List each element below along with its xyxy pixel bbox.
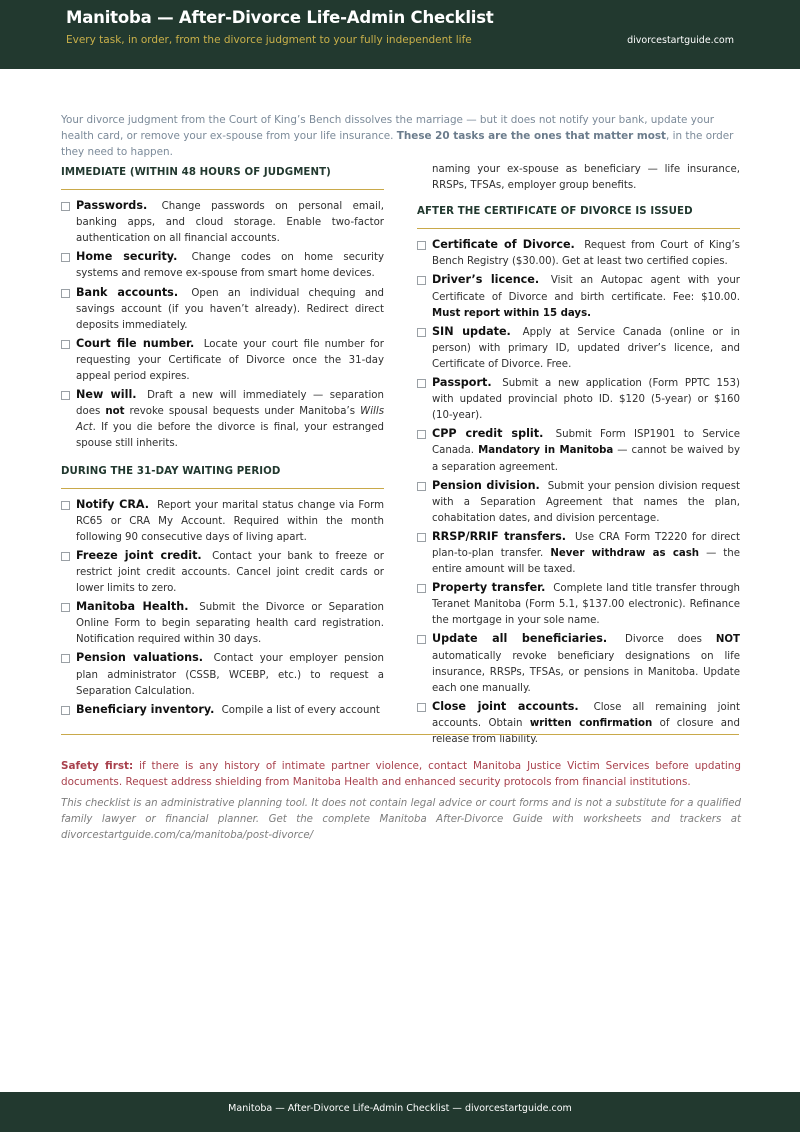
checkbox[interactable] xyxy=(417,276,426,285)
checkbox[interactable] xyxy=(417,533,426,542)
checkbox[interactable] xyxy=(61,501,70,510)
item-text: Visit an Autopac agent with your Certificate of Divorce and birth certificate. Fee: $10.00. xyxy=(432,275,741,303)
checklist-item-bank-accounts xyxy=(61,285,384,334)
item-label: Pension valuations. xyxy=(76,651,204,665)
item-text: Complete land title transfer through Teranet Manitoba (Form 5.1, $137.00 electronic). Refinance the mortgage in your sole name. xyxy=(432,583,740,627)
item-text: Contact your employer pension plan administrator (CSSB, WCEBP, etc.) to request a Separation Calculation. xyxy=(76,653,384,697)
checklist-item-certificate xyxy=(417,237,740,270)
intro-text: Your divorce judgment from the Court of King’s Bench dissolves the marriage — but it does not notify your bank, update your health card, or remove your ex-spouse from your life insurance. xyxy=(61,114,715,142)
checkbox[interactable] xyxy=(417,703,426,712)
item-text: automatically revoke beneficiary designations on life insurance, RRSPs, TFSAs, or pensions in Manitoba. Update each one manually. xyxy=(432,650,740,694)
item-label: RRSP/RRIF transfers. xyxy=(432,529,567,543)
checklist-item-court-file xyxy=(61,336,384,385)
item-text: Change passwords on personal email, banking apps, and cloud storage. Enable two-factor authentication on all financial accounts. xyxy=(76,201,384,245)
checkbox[interactable] xyxy=(61,706,70,715)
footer-text: Manitoba — After-Divorce Life-Admin Checklist — divorcestartguide.com xyxy=(228,1103,572,1114)
checkbox[interactable] xyxy=(417,482,426,491)
checklist-item-close-joint-accounts xyxy=(417,699,740,748)
checklist-item-property-transfer xyxy=(417,580,740,629)
item-text: Draft a new will immediately — separation does xyxy=(76,390,384,418)
item-bold: Mandatory in Manitoba xyxy=(478,445,614,457)
checklist-item-sin-update xyxy=(417,324,740,373)
item-label: Passport. xyxy=(432,376,492,390)
item-text: Request from Court of King’s Bench Registry ($30.00). Get at least two certified copies. xyxy=(432,240,740,268)
checkbox[interactable] xyxy=(61,654,70,663)
intro-text-end: , in the order they need to happen. xyxy=(61,130,734,158)
safety-notice xyxy=(61,758,741,790)
left-column xyxy=(61,162,384,721)
intro-paragraph xyxy=(61,112,741,160)
section-heading-immediate: IMMEDIATE (WITHIN 48 HOURS OF JUDGMENT) xyxy=(61,162,384,190)
item-text: revoke spousal bequests under Manitoba’s xyxy=(129,406,356,418)
item-text: — cannot be waived by a separation agreement. xyxy=(432,445,740,473)
right-column xyxy=(417,162,740,750)
item-bold: NOT xyxy=(715,634,740,646)
checkbox[interactable] xyxy=(417,241,426,250)
item-label: Property transfer. xyxy=(432,581,546,595)
header-site-link[interactable]: divorcestartguide.com xyxy=(627,35,734,46)
item-text: Divorce does xyxy=(625,634,702,646)
item-text: Open an individual chequing and savings account (if you haven’t already). Redirect direct deposits immediately. xyxy=(76,287,384,331)
checkbox[interactable] xyxy=(61,391,70,400)
item-label: SIN update. xyxy=(432,324,511,338)
item-label: Freeze joint credit. xyxy=(76,548,202,562)
checklist-item-pension-division xyxy=(417,478,740,527)
item-label: Pension division. xyxy=(432,478,540,492)
item-bold: not xyxy=(105,406,125,418)
checklist-item-new-will xyxy=(61,387,384,452)
section-heading-waiting: DURING THE 31-DAY WAITING PERIOD xyxy=(61,461,384,489)
checkbox[interactable] xyxy=(417,635,426,644)
item-label: Bank accounts. xyxy=(76,285,179,299)
item-label: Beneficiary inventory. xyxy=(76,702,215,716)
intro-bold: These 20 tasks are the ones that matter most xyxy=(396,130,666,142)
item-text: Apply at Service Canada (online or in person) with primary ID, updated driver’s licence, and Certificate of Divorce. Free. xyxy=(432,326,740,370)
item-text: — the entire amount will be taxed. xyxy=(432,547,741,576)
checkbox[interactable] xyxy=(61,289,70,298)
checkbox[interactable] xyxy=(417,379,426,388)
item-bold: Must report within 15 days. xyxy=(432,307,592,319)
item-label: CPP credit split. xyxy=(432,427,544,441)
item-text: Report your marital status change via Form RC65 or CRA My Account. Required within the month following 90 consecutive days of living apart. xyxy=(76,499,385,543)
checklist-item-cpp-credit-split xyxy=(417,426,740,475)
checkbox[interactable] xyxy=(61,253,70,262)
checklist-item-freeze-credit xyxy=(61,548,384,597)
checkbox[interactable] xyxy=(61,340,70,349)
item-label: Court file number. xyxy=(76,336,195,350)
item-text: Use CRA Form T2220 for direct plan-to-plan transfer. xyxy=(432,531,740,559)
item-label: Passwords. xyxy=(76,199,148,213)
section-heading-certificate: AFTER THE CERTIFICATE OF DIVORCE IS ISSUED xyxy=(417,201,740,229)
divider xyxy=(61,734,739,735)
item-text: . If you die before the divorce is final, your estranged spouse still inherits. xyxy=(76,422,384,450)
item-label: Home security. xyxy=(76,250,178,264)
item-label: New will. xyxy=(76,388,137,402)
checkbox[interactable] xyxy=(417,328,426,337)
page-subtitle: Every task, in order, from the divorce judgment to your fully independent life xyxy=(66,34,472,46)
item-text: Submit Form ISP1901 to Service Canada. xyxy=(432,429,740,457)
checklist-item-rrsp-transfers xyxy=(417,529,740,578)
item-text: Contact your bank to freeze or restrict joint credit accounts. Cancel joint credit cards or lower limits to zero. xyxy=(76,550,384,595)
item-text: Locate your court file number for requesting your Certificate of Divorce once the 31-day appeal period expires. xyxy=(76,338,384,383)
checklist-item-manitoba-health xyxy=(61,599,384,648)
item-bold: Never withdraw as cash xyxy=(550,547,700,559)
item-text: of closure and release from liability. xyxy=(432,717,740,745)
checklist-item-beneficiary-inventory xyxy=(61,702,384,719)
checkbox[interactable] xyxy=(417,584,426,593)
item-bold: written confirmation xyxy=(529,717,653,729)
item-label: Update all beneficiaries. xyxy=(432,632,608,646)
item-label: Notify CRA. xyxy=(76,497,150,511)
item-text: Submit the Divorce or Separation Online Form to begin separating health card registration. Notification required within 30 days. xyxy=(76,602,384,646)
item-text: Submit a new application (Form PPTC 153) with updated provincial photo ID. $120 (5-year) or $160 (10-year). xyxy=(432,378,740,422)
item-label: Close joint accounts. xyxy=(432,699,579,713)
safety-label: Safety first: xyxy=(61,760,134,772)
item-text: Compile a list of every account xyxy=(221,704,380,716)
safety-text: if there is any history of intimate partner violence, contact Manitoba Justice Victim Services before updating documents. Request address shielding from Manitoba Health and enhanced security protocols from financial institutions. xyxy=(61,760,741,788)
checkbox[interactable] xyxy=(417,430,426,439)
beneficiary-inventory-continued: naming your ex-spouse as beneficiary — life insurance, RRSPs, TFSAs, employer group benefits. xyxy=(432,164,740,192)
item-text: Close all remaining joint accounts. Obtain xyxy=(432,701,740,729)
checkbox[interactable] xyxy=(61,202,70,211)
checkbox[interactable] xyxy=(61,552,70,561)
checklist-item-passwords xyxy=(61,198,384,247)
checklist-item-notify-cra xyxy=(61,497,384,546)
disclaimer: This checklist is an administrative planning tool. It does not contain legal advice or court forms and is not a substitute for a qualified family lawyer or financial planner. Get the complete Manitoba After-Divorce Guide with worksheets and trackers at divorcestartguide.com/ca/manitoba/post-divorce/ xyxy=(61,798,741,841)
page-title: Manitoba — After-Divorce Life-Admin Checklist xyxy=(66,8,494,27)
item-text: Submit your pension division request with a Separation Agreement that names the plan, cohabitation dates, and division percentage. xyxy=(432,480,741,524)
checklist-item-pension-valuations xyxy=(61,650,384,699)
page-header xyxy=(0,0,800,69)
checkbox[interactable] xyxy=(61,603,70,612)
item-label: Driver’s licence. xyxy=(432,273,540,287)
item-text: Change codes on home security systems and remove ex-spouse from smart home devices. xyxy=(76,252,384,280)
checklist-item-update-beneficiaries xyxy=(417,631,740,696)
page-footer xyxy=(0,1092,800,1132)
item-italic: Wills Act xyxy=(76,406,384,434)
checklist-item-drivers-licence xyxy=(417,272,740,321)
item-label: Manitoba Health. xyxy=(76,600,189,614)
checklist-item-passport xyxy=(417,375,740,424)
checklist-item-home-security xyxy=(61,249,384,282)
item-label: Certificate of Divorce. xyxy=(432,238,575,252)
